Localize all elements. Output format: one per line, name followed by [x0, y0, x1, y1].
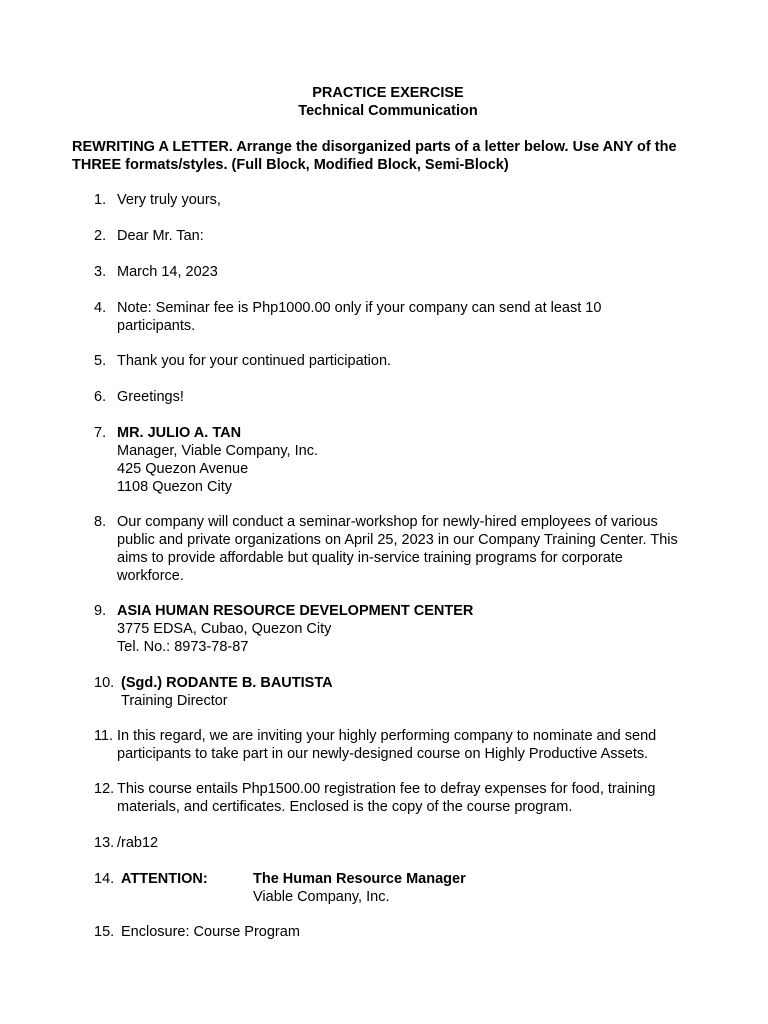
item-text: Greetings! — [117, 389, 184, 405]
item-number: 14. — [94, 871, 115, 887]
item-text: participants to take part in our newly-designed course on Highly Productive Assets. — [117, 746, 649, 762]
item-text: Note: Seminar fee is Php1000.00 only if your company can send at least 10 — [117, 300, 602, 316]
item-text: Dear Mr. Tan: — [117, 228, 204, 244]
item-number: 4. — [94, 300, 107, 316]
item-text: Manager, Viable Company, Inc. — [117, 443, 318, 459]
item-number: 5. — [94, 353, 107, 369]
item-text: participants. — [117, 318, 196, 334]
item-text: workforce. — [117, 568, 184, 584]
item-text: 425 Quezon Avenue — [117, 461, 249, 477]
item-text: Our company will conduct a seminar-workshop for newly-hired employees of various — [117, 514, 658, 530]
item-text: aims to provide affordable but quality in-service training programs for corporate — [117, 550, 623, 566]
item-text: Very truly yours, — [117, 192, 221, 208]
instructions — [72, 138, 722, 174]
item-number: 9. — [94, 603, 107, 619]
item-number: 3. — [94, 264, 107, 280]
item-text: Thank you for your continued participation. — [117, 353, 392, 369]
attention-recipient: The Human Resource Manager — [253, 871, 466, 887]
item-number: 6. — [94, 389, 107, 405]
item-text: 3775 EDSA, Cubao, Quezon City — [117, 621, 332, 637]
instruction-line: THREE formats/styles. (Full Block, Modified Block, Semi-Block) — [72, 157, 509, 173]
item-text: Viable Company, Inc. — [253, 889, 390, 905]
item-number: 15. — [94, 924, 115, 940]
item-text: /rab12 — [117, 835, 159, 851]
item-text: Training Director — [121, 693, 228, 709]
item-text: This course entails Php1500.00 registration fee to defray expenses for food, training — [117, 781, 656, 797]
recipient-name: MR. JULIO A. TAN — [117, 425, 242, 441]
page-title: PRACTICE EXERCISE — [312, 85, 464, 101]
item-text: In this regard, we are inviting your highly performing company to nominate and send — [117, 728, 657, 744]
sender-organization: ASIA HUMAN RESOURCE DEVELOPMENT CENTER — [117, 603, 474, 619]
item-text: Enclosure: Course Program — [121, 924, 300, 940]
item-text: March 14, 2023 — [117, 264, 218, 280]
page-subtitle: Technical Communication — [298, 103, 478, 119]
item-text: materials, and certificates. Enclosed is the copy of the course program. — [117, 799, 573, 815]
item-number: 1. — [94, 192, 107, 208]
attention-label: ATTENTION: — [121, 871, 208, 887]
item-number: 13. — [94, 835, 115, 851]
item-number: 2. — [94, 228, 107, 244]
item-number: 7. — [94, 425, 107, 441]
item-text: public and private organizations on April 25, 2023 in our Company Training Center. This — [117, 532, 678, 548]
instruction-line: REWRITING A LETTER. Arrange the disorganized parts of a letter below. Use ANY of the — [72, 139, 677, 155]
signatory-name: (Sgd.) RODANTE B. BAUTISTA — [121, 675, 333, 691]
item-number: 10. — [94, 675, 115, 691]
item-text: 1108 Quezon City — [117, 479, 232, 495]
item-number: 11. — [94, 728, 114, 744]
item-number: 12. — [94, 781, 115, 797]
item-text: Tel. No.: 8973-78-87 — [117, 639, 249, 655]
item-number: 8. — [94, 514, 107, 530]
